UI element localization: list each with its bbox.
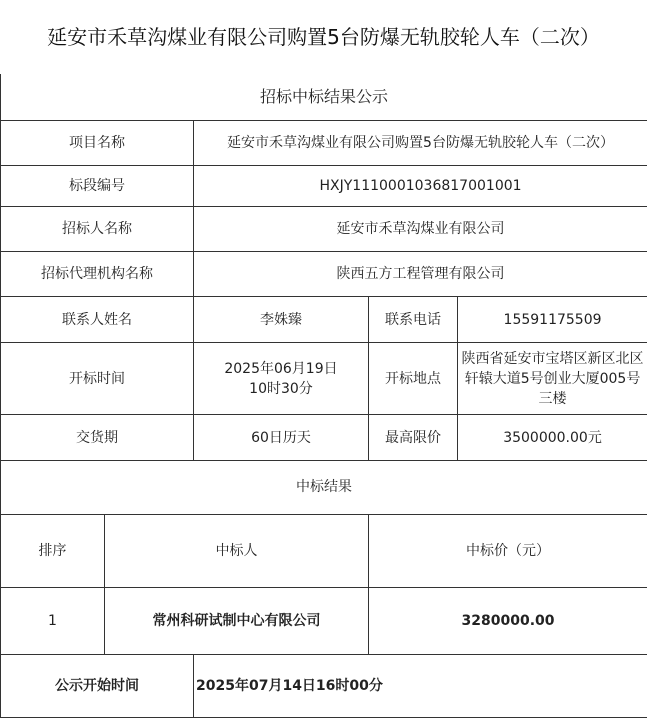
agency-value: 陕西五方工程管理有限公司 — [194, 251, 647, 296]
contact-value: 李姝臻 — [194, 297, 369, 342]
publicity-label: 公示开始时间 — [1, 655, 194, 718]
winner-index: 1 — [1, 587, 105, 655]
delivery-label: 交货期 — [1, 415, 194, 460]
col-header-price: 中标价（元） — [369, 515, 647, 588]
max-price-label: 最高限价 — [369, 415, 458, 460]
tenderer-label: 招标人名称 — [1, 206, 194, 251]
open-place-value: 陕西省延安市宝塔区新区北区轩辕大道5号创业大厦005号三楼 — [458, 342, 647, 415]
col-header-index: 排序 — [1, 515, 105, 588]
result-section-title: 中标结果 — [1, 460, 647, 514]
table-row — [1, 587, 647, 655]
tenderer-value: 延安市禾草沟煤业有限公司 — [194, 206, 647, 251]
table-subtitle: 招标中标结果公示 — [1, 74, 647, 120]
agency-label: 招标代理机构名称 — [1, 251, 194, 296]
delivery-value: 60日历天 — [194, 415, 369, 460]
phone-label: 联系电话 — [369, 297, 458, 342]
phone-value: 15591175509 — [458, 297, 647, 342]
contact-label: 联系人姓名 — [1, 297, 194, 342]
project-name-value: 延安市禾草沟煤业有限公司购置5台防爆无轨胶轮人车（二次） — [194, 120, 647, 165]
winner-name: 常州科研试制中心有限公司 — [105, 587, 369, 655]
open-time-value: 2025年06月19日10时30分 — [194, 342, 369, 415]
project-name-label: 项目名称 — [1, 120, 194, 165]
result-table — [0, 74, 647, 718]
section-no-value: HXJY1110001036817001001 — [194, 166, 647, 206]
page-title: 延安市禾草沟煤业有限公司购置5台防爆无轨胶轮人车（二次） — [0, 18, 647, 56]
publicity-value: 2025年07月14日16时00分 — [194, 655, 647, 718]
section-no-label: 标段编号 — [1, 166, 194, 206]
winner-price: 3280000.00 — [369, 587, 647, 655]
col-header-winner: 中标人 — [105, 515, 369, 588]
open-place-label: 开标地点 — [369, 342, 458, 415]
open-time-label: 开标时间 — [1, 342, 194, 415]
max-price-value: 3500000.00元 — [458, 415, 647, 460]
